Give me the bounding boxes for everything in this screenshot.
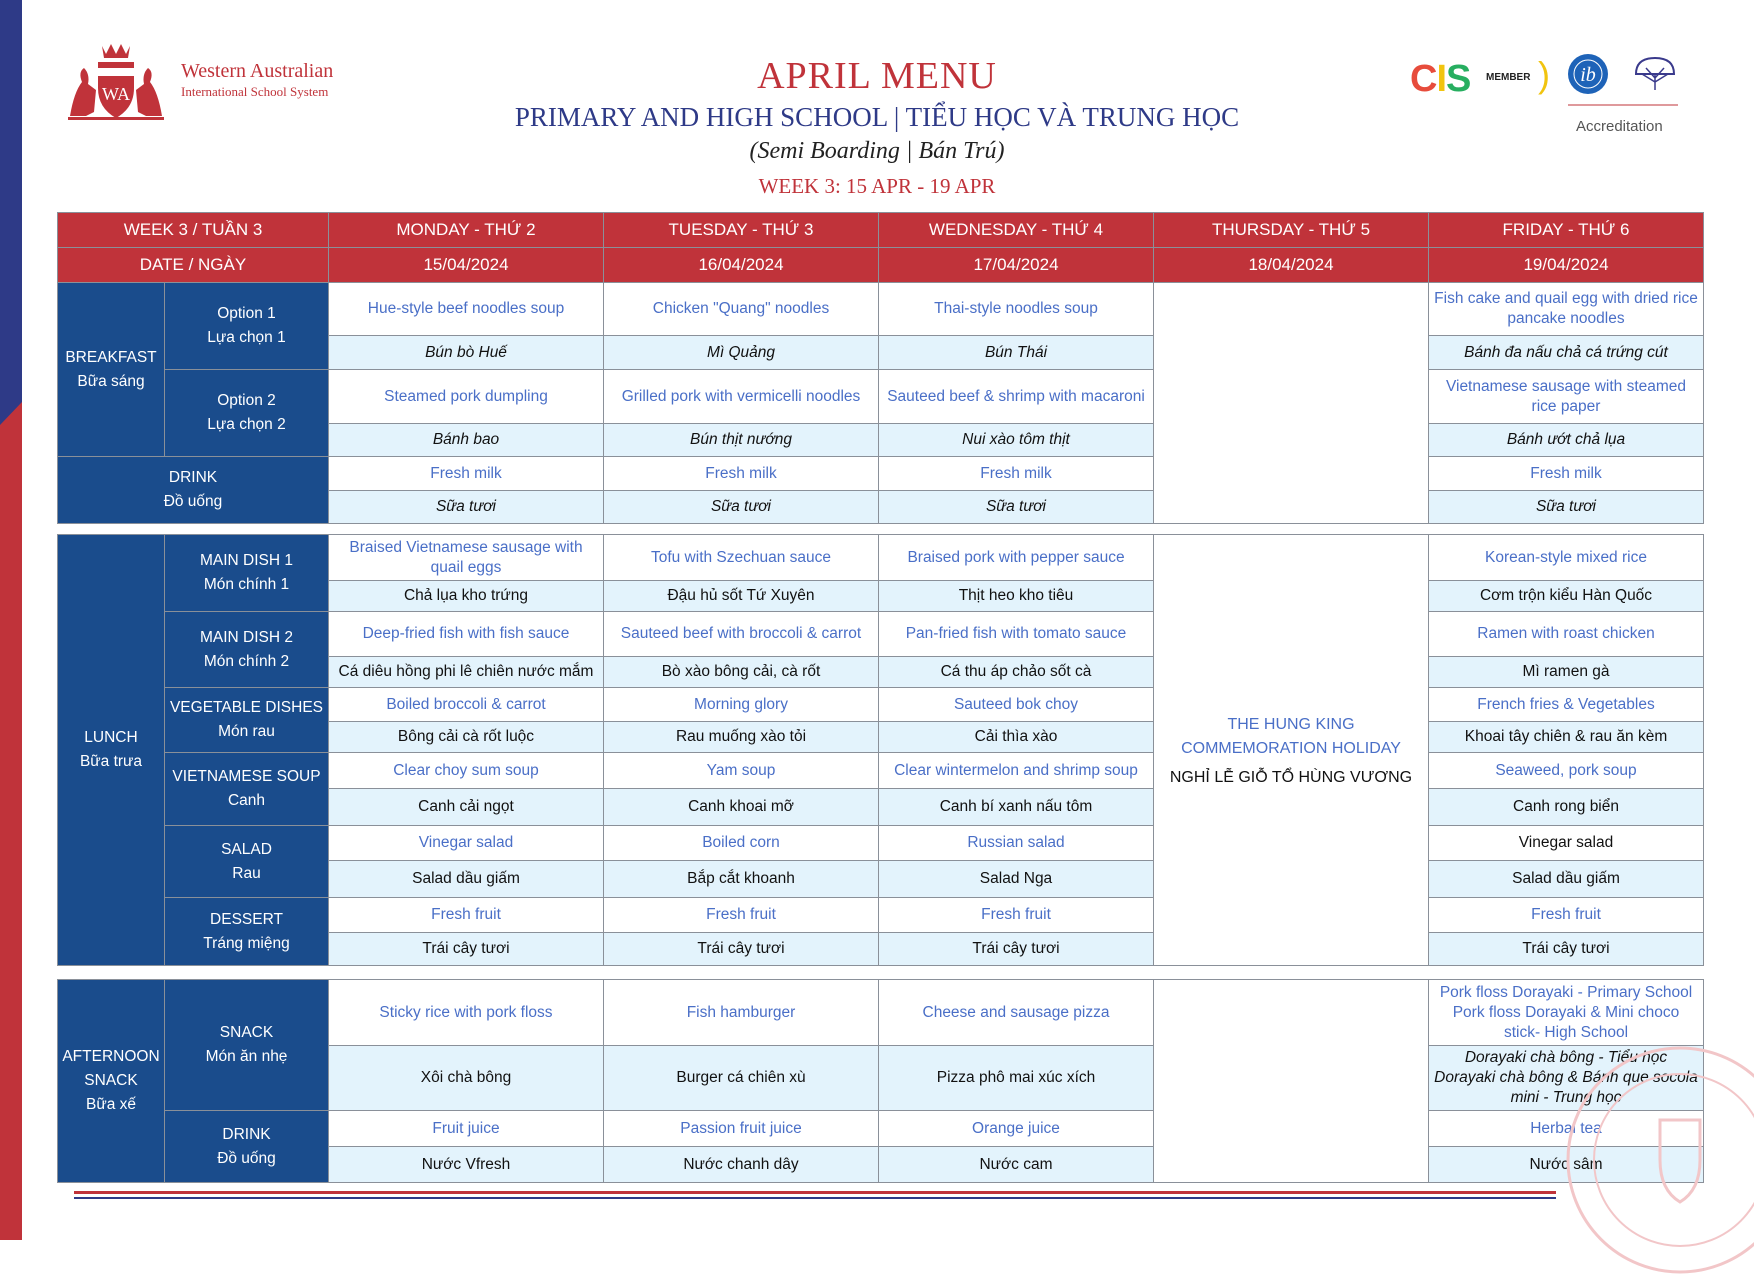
breakfast-option2-en-friday: Vietnamese sausage with steamed rice paper bbox=[1429, 370, 1704, 424]
breakfast-drink-vi-tuesday: Sữa tươi bbox=[604, 491, 879, 524]
lunch-main1-vi-friday: Cơm trộn kiểu Hàn Quốc bbox=[1429, 581, 1704, 612]
footer-rule-red bbox=[74, 1191, 1556, 1194]
week-label: WEEK 3 / TUẦN 3 bbox=[58, 213, 329, 248]
lunch-veg-vi-friday: Khoai tây chiên & rau ăn kèm bbox=[1429, 722, 1704, 753]
lunch-soup-vi-tuesday: Canh khoai mỡ bbox=[604, 789, 879, 826]
lunch-salad-vi-wednesday: Salad Nga bbox=[879, 861, 1154, 898]
lunch-veg-vi-tuesday: Rau muống xào tỏi bbox=[604, 722, 879, 753]
lunch-salad-en-wednesday: Russian salad bbox=[879, 826, 1154, 861]
breakfast-option1-vi-monday: Bún bò Huế bbox=[329, 336, 604, 370]
afternoon-drink-vi-monday: Nước Vfresh bbox=[329, 1147, 604, 1183]
lunch-main1-label: MAIN DISH 1 Món chính 1 bbox=[165, 535, 329, 612]
afternoon-drink-vi-wednesday: Nước cam bbox=[879, 1147, 1154, 1183]
breakfast-drink-en-friday: Fresh milk bbox=[1429, 457, 1704, 491]
lunch-soup-label: VIETNAMESE SOUP Canh bbox=[165, 753, 329, 826]
lunch-dessert-label: DESSERT Tráng miệng bbox=[165, 898, 329, 966]
thursday-afternoon-empty bbox=[1154, 980, 1429, 1183]
afternoon-drink-en-friday: Herbal tea bbox=[1429, 1111, 1704, 1147]
lunch-main1-en-friday: Korean-style mixed rice bbox=[1429, 535, 1704, 581]
lunch-veg-en-monday: Boiled broccoli & carrot bbox=[329, 688, 604, 722]
breakfast-drink-vi-wednesday: Sữa tươi bbox=[879, 491, 1154, 524]
lunch-dessert-en-friday: Fresh fruit bbox=[1429, 898, 1704, 933]
lunch-section-label: LUNCH Bữa trưa bbox=[58, 535, 165, 966]
lunch-main1-en-monday: Braised Vietnamese sausage with quail eggs bbox=[329, 535, 604, 581]
lunch-veg-vi-monday: Bông cải cà rốt luộc bbox=[329, 722, 604, 753]
tree-icon bbox=[1632, 54, 1678, 94]
page-title: APRIL MENU bbox=[757, 55, 997, 97]
lunch-veg-vi-wednesday: Cải thìa xào bbox=[879, 722, 1154, 753]
lunch-soup-en-monday: Clear choy sum soup bbox=[329, 753, 604, 789]
lunch-main1-vi-monday: Chả lụa kho trứng bbox=[329, 581, 604, 612]
lunch-salad-en-tuesday: Boiled corn bbox=[604, 826, 879, 861]
afternoon-drink-label: DRINK Đồ uống bbox=[165, 1111, 329, 1183]
afternoon-snack-en-tuesday: Fish hamburger bbox=[604, 980, 879, 1046]
lunch-dessert-en-tuesday: Fresh fruit bbox=[604, 898, 879, 933]
breakfast-drink-vi-friday: Sữa tươi bbox=[1429, 491, 1704, 524]
lunch-dessert-en-monday: Fresh fruit bbox=[329, 898, 604, 933]
afternoon-snack-vi-monday: Xôi chà bông bbox=[329, 1046, 604, 1111]
ib-text: ib bbox=[1580, 64, 1596, 86]
breakfast-option1-en-monday: Hue-style beef noodles soup bbox=[329, 283, 604, 336]
school-name: Western Australian bbox=[181, 60, 334, 82]
breakfast-option2-vi-tuesday: Bún thịt nướng bbox=[604, 424, 879, 457]
date-monday: 15/04/2024 bbox=[329, 248, 604, 283]
lunch-veg-en-wednesday: Sauteed bok choy bbox=[879, 688, 1154, 722]
lunch-table bbox=[57, 534, 1704, 966]
breakfast-drink-vi-monday: Sữa tươi bbox=[329, 491, 604, 524]
accreditation-block bbox=[1410, 50, 1690, 140]
lunch-dessert-en-wednesday: Fresh fruit bbox=[879, 898, 1154, 933]
day-header-friday: FRIDAY - THỨ 6 bbox=[1429, 213, 1704, 248]
breakfast-option1-en-wednesday: Thai-style noodles soup bbox=[879, 283, 1154, 336]
afternoon-snack-vi-friday: Dorayaki chà bông - Tiểu học Dorayaki chà bông & Bánh que socola mini - Trung học bbox=[1429, 1046, 1704, 1111]
holiday-title-en: THE HUNG KING COMMEMORATION HOLIDAY bbox=[1181, 716, 1401, 757]
ib-icon bbox=[1566, 52, 1610, 96]
lunch-main2-vi-monday: Cá diêu hồng phi lê chiên nước mắm bbox=[329, 657, 604, 688]
afternoon-drink-vi-tuesday: Nước chanh dây bbox=[604, 1147, 879, 1183]
afternoon-snack-vi-wednesday: Pizza phô mai xúc xích bbox=[879, 1046, 1154, 1111]
lunch-dessert-vi-monday: Trái cây tươi bbox=[329, 933, 604, 966]
date-friday: 19/04/2024 bbox=[1429, 248, 1704, 283]
breakfast-drink-en-tuesday: Fresh milk bbox=[604, 457, 879, 491]
lunch-soup-vi-friday: Canh rong biển bbox=[1429, 789, 1704, 826]
cis-paren: ) bbox=[1538, 54, 1550, 95]
lunch-main1-vi-wednesday: Thịt heo kho tiêu bbox=[879, 581, 1154, 612]
afternoon-snack-label: SNACK Món ăn nhẹ bbox=[165, 980, 329, 1111]
lunch-soup-en-friday: Seaweed, pork soup bbox=[1429, 753, 1704, 789]
breakfast-option2-en-monday: Steamed pork dumpling bbox=[329, 370, 604, 424]
breakfast-option1-vi-tuesday: Mì Quảng bbox=[604, 336, 879, 370]
lunch-main2-en-monday: Deep-fried fish with fish sauce bbox=[329, 612, 604, 657]
breakfast-option2-vi-wednesday: Nui xào tôm thịt bbox=[879, 424, 1154, 457]
accreditation-label: Accreditation bbox=[1576, 118, 1663, 135]
afternoon-snack-en-monday: Sticky rice with pork floss bbox=[329, 980, 604, 1046]
lunch-main2-en-friday: Ramen with roast chicken bbox=[1429, 612, 1704, 657]
cis-member-label: MEMBER bbox=[1486, 72, 1531, 83]
lunch-main2-vi-tuesday: Bò xào bông cải, cà rốt bbox=[604, 657, 879, 688]
lunch-salad-label: SALAD Rau bbox=[165, 826, 329, 898]
holiday-title-vi: NGHỈ LỄ GIỖ TỔ HÙNG VƯƠNG bbox=[1169, 769, 1413, 786]
lunch-salad-en-monday: Vinegar salad bbox=[329, 826, 604, 861]
date-wednesday: 17/04/2024 bbox=[879, 248, 1154, 283]
lunch-salad-vi-tuesday: Bắp cắt khoanh bbox=[604, 861, 879, 898]
lunch-main2-label: MAIN DISH 2 Món chính 2 bbox=[165, 612, 329, 688]
afternoon-snack-en-friday: Pork floss Dorayaki - Primary School Pork floss Dorayaki & Mini choco stick- High School bbox=[1429, 980, 1704, 1046]
boarding-mode: (Semi Boarding | Bán Trú) bbox=[749, 138, 1005, 164]
breakfast-option2-vi-friday: Bánh ướt chả lụa bbox=[1429, 424, 1704, 457]
breakfast-option1-vi-wednesday: Bún Thái bbox=[879, 336, 1154, 370]
date-label: DATE / NGÀY bbox=[58, 248, 329, 283]
day-header-tuesday: TUESDAY - THỨ 3 bbox=[604, 213, 879, 248]
afternoon-drink-en-wednesday: Orange juice bbox=[879, 1111, 1154, 1147]
date-thursday: 18/04/2024 bbox=[1154, 248, 1429, 283]
day-header-thursday: THURSDAY - THỨ 5 bbox=[1154, 213, 1429, 248]
lunch-main1-en-wednesday: Braised pork with pepper sauce bbox=[879, 535, 1154, 581]
lunch-main1-vi-tuesday: Đậu hủ sốt Tứ Xuyên bbox=[604, 581, 879, 612]
footer-rule-blue bbox=[74, 1197, 1556, 1199]
breakfast-option2-en-wednesday: Sauteed beef & shrimp with macaroni bbox=[879, 370, 1154, 424]
breakfast-option2-label: Option 2 Lựa chọn 2 bbox=[165, 370, 329, 457]
afternoon-section-label: AFTERNOON SNACK Bữa xế bbox=[58, 980, 165, 1183]
breakfast-section-label: BREAKFAST Bữa sáng bbox=[58, 283, 165, 457]
breakfast-option2-en-tuesday: Grilled pork with vermicelli noodles bbox=[604, 370, 879, 424]
day-header-wednesday: WEDNESDAY - THỨ 4 bbox=[879, 213, 1154, 248]
afternoon-snack-vi-tuesday: Burger cá chiên xù bbox=[604, 1046, 879, 1111]
lunch-soup-vi-wednesday: Canh bí xanh nấu tôm bbox=[879, 789, 1154, 826]
afternoon-drink-en-tuesday: Passion fruit juice bbox=[604, 1111, 879, 1147]
lunch-salad-vi-friday: Salad dầu giấm bbox=[1429, 861, 1704, 898]
afternoon-drink-en-monday: Fruit juice bbox=[329, 1111, 604, 1147]
school-subtitle: International School System bbox=[181, 84, 329, 99]
lunch-main2-vi-wednesday: Cá thu áp chảo sốt cà bbox=[879, 657, 1154, 688]
lunch-veg-en-friday: French fries & Vegetables bbox=[1429, 688, 1704, 722]
lunch-main2-vi-friday: Mì ramen gà bbox=[1429, 657, 1704, 688]
breakfast-option1-en-tuesday: Chicken "Quang" noodles bbox=[604, 283, 879, 336]
breakfast-drink-en-wednesday: Fresh milk bbox=[879, 457, 1154, 491]
thursday-breakfast-empty bbox=[1154, 283, 1429, 524]
breakfast-option2-vi-monday: Bánh bao bbox=[329, 424, 604, 457]
accreditation-divider bbox=[1568, 104, 1678, 106]
lunch-soup-en-tuesday: Yam soup bbox=[604, 753, 879, 789]
lunch-soup-vi-monday: Canh cải ngọt bbox=[329, 789, 604, 826]
lunch-veg-label: VEGETABLE DISHES Món rau bbox=[165, 688, 329, 753]
week-range: WEEK 3: 15 APR - 19 APR bbox=[758, 174, 996, 198]
afternoon-snack-en-wednesday: Cheese and sausage pizza bbox=[879, 980, 1154, 1046]
lunch-dessert-vi-tuesday: Trái cây tươi bbox=[604, 933, 879, 966]
lunch-dessert-vi-friday: Trái cây tươi bbox=[1429, 933, 1704, 966]
breakfast-option1-vi-friday: Bánh đa nấu chả cá trứng cút bbox=[1429, 336, 1704, 370]
lunch-salad-en-friday: Vinegar salad bbox=[1429, 826, 1704, 861]
holiday-cell bbox=[1154, 535, 1429, 966]
breakfast-table bbox=[57, 212, 1704, 524]
lunch-main2-en-tuesday: Sauteed beef with broccoli & carrot bbox=[604, 612, 879, 657]
breakfast-drink-en-monday: Fresh milk bbox=[329, 457, 604, 491]
breakfast-drink-label: DRINK Đồ uống bbox=[58, 457, 329, 524]
lunch-soup-en-wednesday: Clear wintermelon and shrimp soup bbox=[879, 753, 1154, 789]
lunch-main2-en-wednesday: Pan-fried fish with tomato sauce bbox=[879, 612, 1154, 657]
lunch-main1-en-tuesday: Tofu with Szechuan sauce bbox=[604, 535, 879, 581]
afternoon-drink-vi-friday: Nước sâm bbox=[1429, 1147, 1704, 1183]
day-header-monday: MONDAY - THỨ 2 bbox=[329, 213, 604, 248]
lunch-dessert-vi-wednesday: Trái cây tươi bbox=[879, 933, 1154, 966]
date-tuesday: 16/04/2024 bbox=[604, 248, 879, 283]
lunch-veg-en-tuesday: Morning glory bbox=[604, 688, 879, 722]
crest-letters: WA bbox=[102, 84, 130, 104]
page-subtitle: PRIMARY AND HIGH SCHOOL | TIỂU HỌC VÀ TRUNG HỌC bbox=[514, 102, 1240, 132]
breakfast-option1-en-friday: Fish cake and quail egg with dried rice pancake noodles bbox=[1429, 283, 1704, 336]
breakfast-option1-label: Option 1 Lựa chọn 1 bbox=[165, 283, 329, 370]
seal-watermark-icon bbox=[1560, 1040, 1754, 1280]
lunch-salad-vi-monday: Salad dầu giấm bbox=[329, 861, 604, 898]
cis-logo: CIS bbox=[1410, 58, 1471, 100]
afternoon-table bbox=[57, 979, 1704, 1183]
